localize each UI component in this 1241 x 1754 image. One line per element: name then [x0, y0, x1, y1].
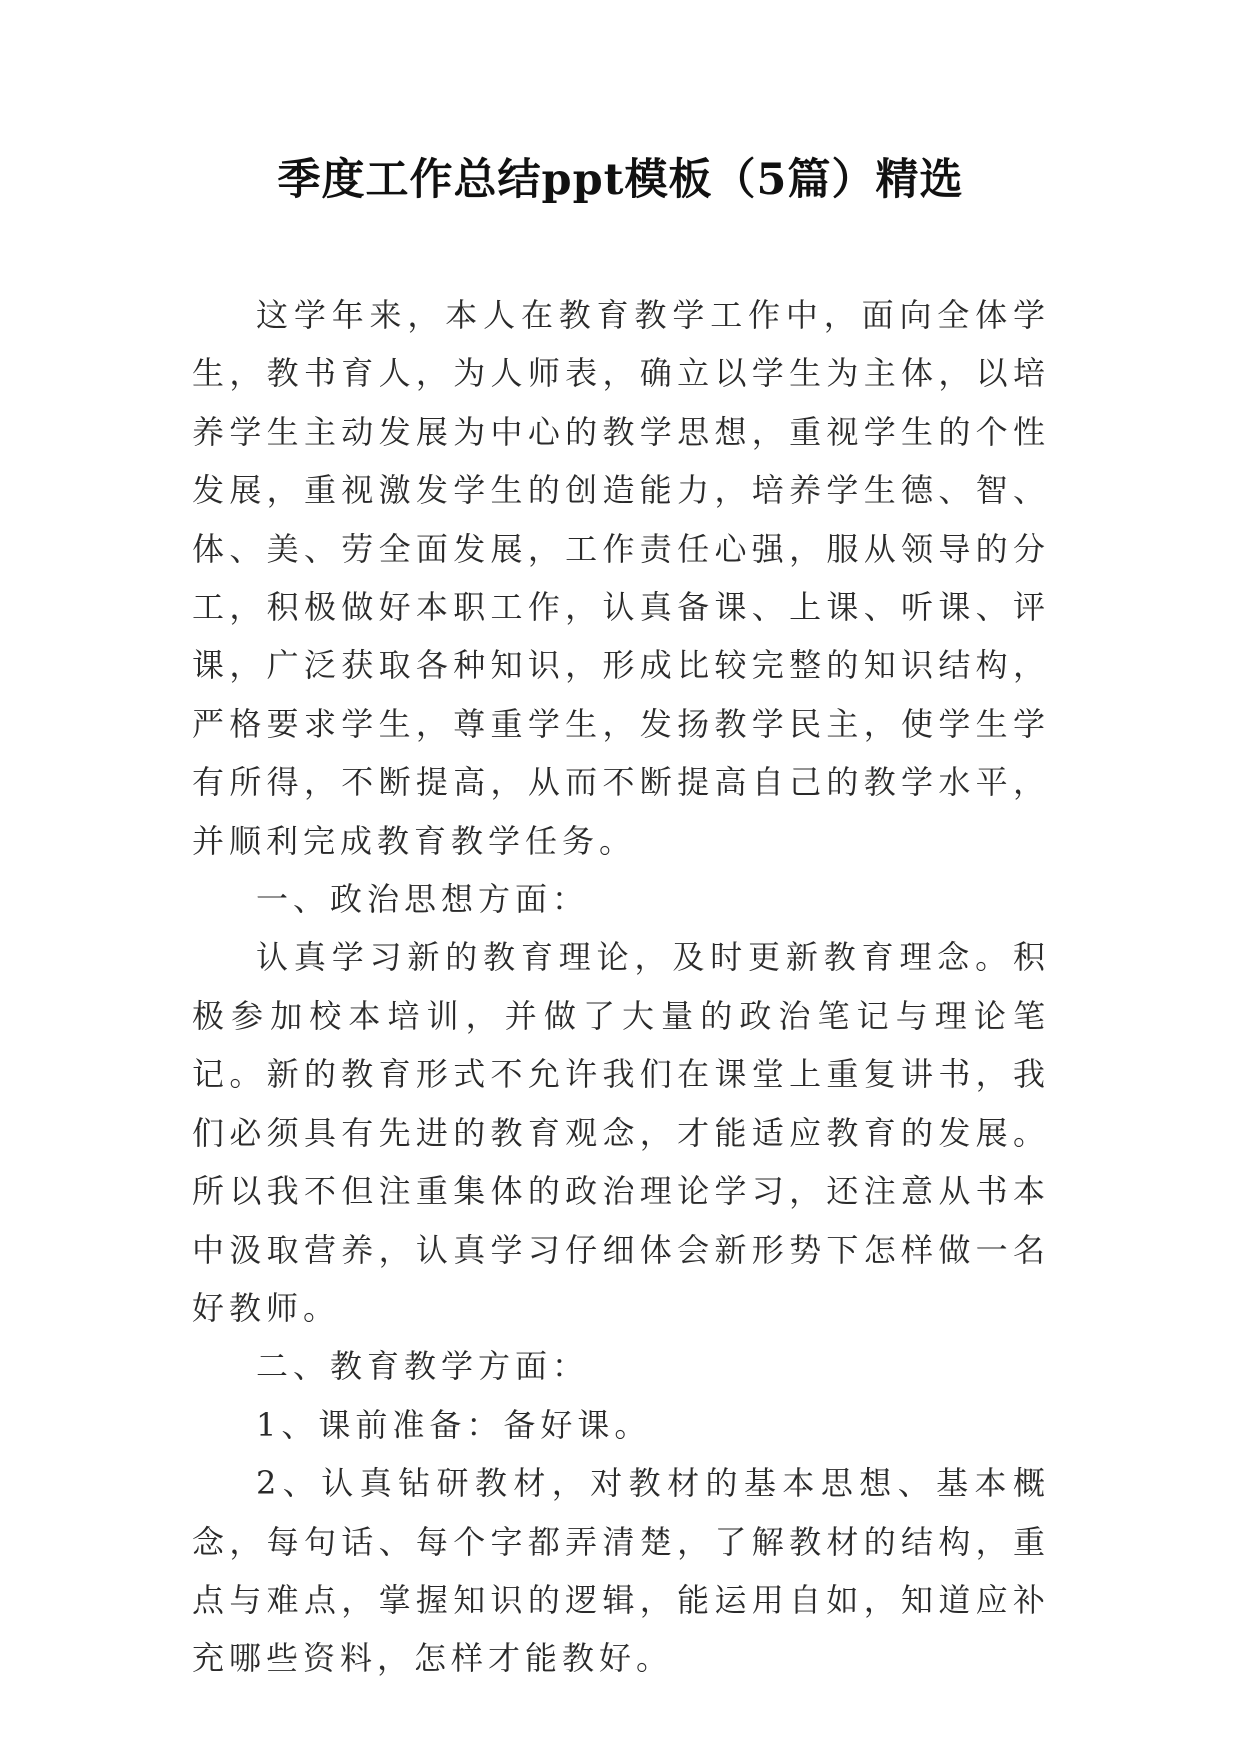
section-heading-teaching: 二、教育教学方面：: [256, 1347, 590, 1386]
list-item-textbook: 2、认真钻研教材，对教材的基本思想、基本概念，每句话、每个字都弄清楚，了解教材的结构，重点与难点，掌握知识的逻辑，能运用自如，知道应补充哪些资料，怎样才能教好。: [192, 1464, 1050, 1678]
document-title: 季度工作总结ppt模板（5篇）精选: [277, 155, 964, 205]
document-body: [192, 286, 1050, 1688]
list-item-preparation: 1、课前准备：备好课。: [256, 1405, 652, 1444]
paragraph-intro: 这学年来，本人在教育教学工作中，面向全体学生，教书育人，为人师表，确立以学生为主体，以培养学生主动发展为中心的教学思想，重视学生的个性发展，重视激发学生的创造能力，培养学生德、智、体、美、劳全面发展，工作责任心强，服从领导的分工，积极做好本职工作，认真备课、上课、听课、评课，广泛获取各种知识，形成比较完整的知识结构，严格要求学生，尊重学生，发扬教学民主，使学生学有所得，不断提高，从而不断提高自己的教学水平，并顺利完成教育教学任务。: [192, 296, 1050, 860]
paragraph-political: 认真学习新的教育理论，及时更新教育理念。积极参加校本培训，并做了大量的政治笔记与理论笔记。新的教育形式不允许我们在课堂上重复讲书，我们必须具有先进的教育观念，才能适应教育的发展。所以我不但注重集体的政治理论学习，还注意从书本中汲取营养，认真学习仔细体会新形势下怎样做一名好教师。: [192, 938, 1050, 1327]
section-heading-political: 一、政治思想方面：: [256, 880, 590, 919]
